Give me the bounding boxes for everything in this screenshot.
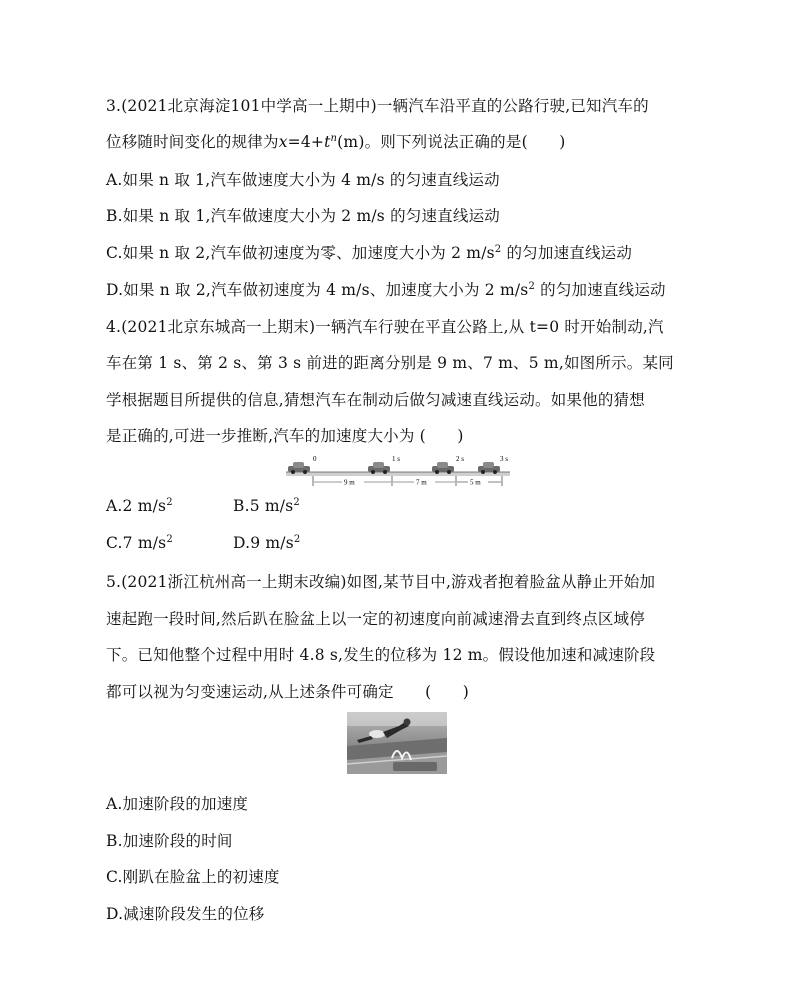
segment-5m: 5 m: [470, 478, 481, 487]
road: [286, 472, 510, 476]
q5-line-4: 都可以视为匀变速运动,从上述条件可确定 ( ): [106, 683, 470, 701]
q4-option-d-text: D.9 m/s: [233, 534, 294, 553]
q5-line-2: 速起跑一段时间,然后趴在脸盆上以一定的初速度向前减速滑去直到终点区域停: [106, 610, 645, 628]
mark-2s: 2 s: [456, 455, 464, 463]
q3-option-b[interactable]: B.如果 n 取 1,汽车做速度大小为 2 m/s 的匀速直线运动: [106, 207, 500, 225]
q4-line-2: 车在第 1 s、第 2 s、第 3 s 前进的距离分别是 9 m、7 m、5 m,如图所示。某同: [106, 354, 674, 372]
q3-option-c[interactable]: [106, 241, 632, 263]
q5-option-a[interactable]: A.加速阶段的加速度: [106, 795, 249, 813]
q4-option-c-text: C.7 m/s: [106, 534, 167, 553]
braking-car-diagram: [284, 452, 512, 488]
q5-option-d[interactable]: D.减速阶段发生的位移: [106, 905, 265, 923]
q4-options-row-1: [106, 497, 173, 515]
q3-line-1: 3.(2021北京海淀101中学高一上期中)一辆汽车沿平直的公路行驶,已知汽车的: [106, 97, 649, 115]
q3-option-a[interactable]: A.如果 n 取 1,汽车做速度大小为 4 m/s 的匀速直线运动: [106, 171, 500, 189]
q5-line-3: 下。已知他整个过程中用时 4.8 s,发生的位移为 12 m。假设他加速和减速阶段: [106, 646, 656, 664]
q3-line-2: [106, 130, 565, 152]
mark-1s: 1 s: [392, 455, 400, 463]
q4-option-d[interactable]: [233, 534, 300, 552]
q4-option-b-exp: 2: [293, 497, 300, 508]
q5-option-c[interactable]: C.刚趴在脸盆上的初速度: [106, 868, 280, 886]
q4-option-a[interactable]: [106, 497, 173, 515]
formula-exp: n: [330, 132, 338, 144]
q3-option-c-text: C.如果 n 取 2,汽车做初速度为零、加速度大小为 2 m/s: [106, 244, 495, 262]
q4-option-b[interactable]: [233, 497, 300, 515]
q3-line-2-pre: 位移随时间变化的规律为: [106, 133, 279, 151]
q4-line-4: 是正确的,可进一步推断,汽车的加速度大小为 ( ): [106, 427, 464, 445]
segment-9m: 9 m: [344, 478, 355, 487]
q4-line-3: 学根据题目所提供的信息,猜想汽车在制动后做匀减速直线运动。如果他的猜想: [106, 391, 645, 409]
q4-option-d-exp: 2: [293, 534, 301, 545]
q3-option-c-exp: 2: [494, 243, 502, 255]
mark-3s: 3 s: [500, 455, 508, 463]
q5-option-b[interactable]: B.加速阶段的时间: [106, 832, 233, 850]
q4-option-c[interactable]: [106, 534, 173, 552]
segment-7m: 7 m: [416, 478, 427, 487]
q3-line-2-post: (m)。则下列说法正确的是( ): [337, 133, 566, 151]
q3-option-d-post: 的匀加速直线运动: [535, 281, 666, 299]
sliding-player-photo: [347, 712, 447, 774]
q4-option-c-exp: 2: [166, 534, 173, 545]
q4-option-b-text: B.5 m/s: [233, 497, 294, 516]
q4-option-a-exp: 2: [166, 497, 173, 508]
q4-option-a-text: A.2 m/s: [106, 497, 167, 516]
q3-option-d-text: D.如果 n 取 2,汽车做初速度为 4 m/s、加速度大小为 2 m/s: [106, 281, 529, 299]
q4-line-1: 4.(2021北京东城高一上期末)一辆汽车行驶在平直公路上,从 t=0 时开始制动,汽: [106, 318, 664, 336]
q3-option-d-exp: 2: [528, 280, 535, 292]
mark-0: 0: [313, 455, 317, 463]
q3-option-c-post: 的匀加速直线运动: [501, 244, 633, 262]
formula-mid: =4+: [287, 133, 325, 151]
q3-option-d[interactable]: [106, 278, 666, 300]
formula-x: x: [278, 133, 288, 151]
q5-line-1: 5.(2021浙江杭州高一上期末改编)如图,某节目中,游戏者抱着脸盆从静止开始加: [106, 573, 656, 591]
formula-t: t: [324, 133, 331, 151]
